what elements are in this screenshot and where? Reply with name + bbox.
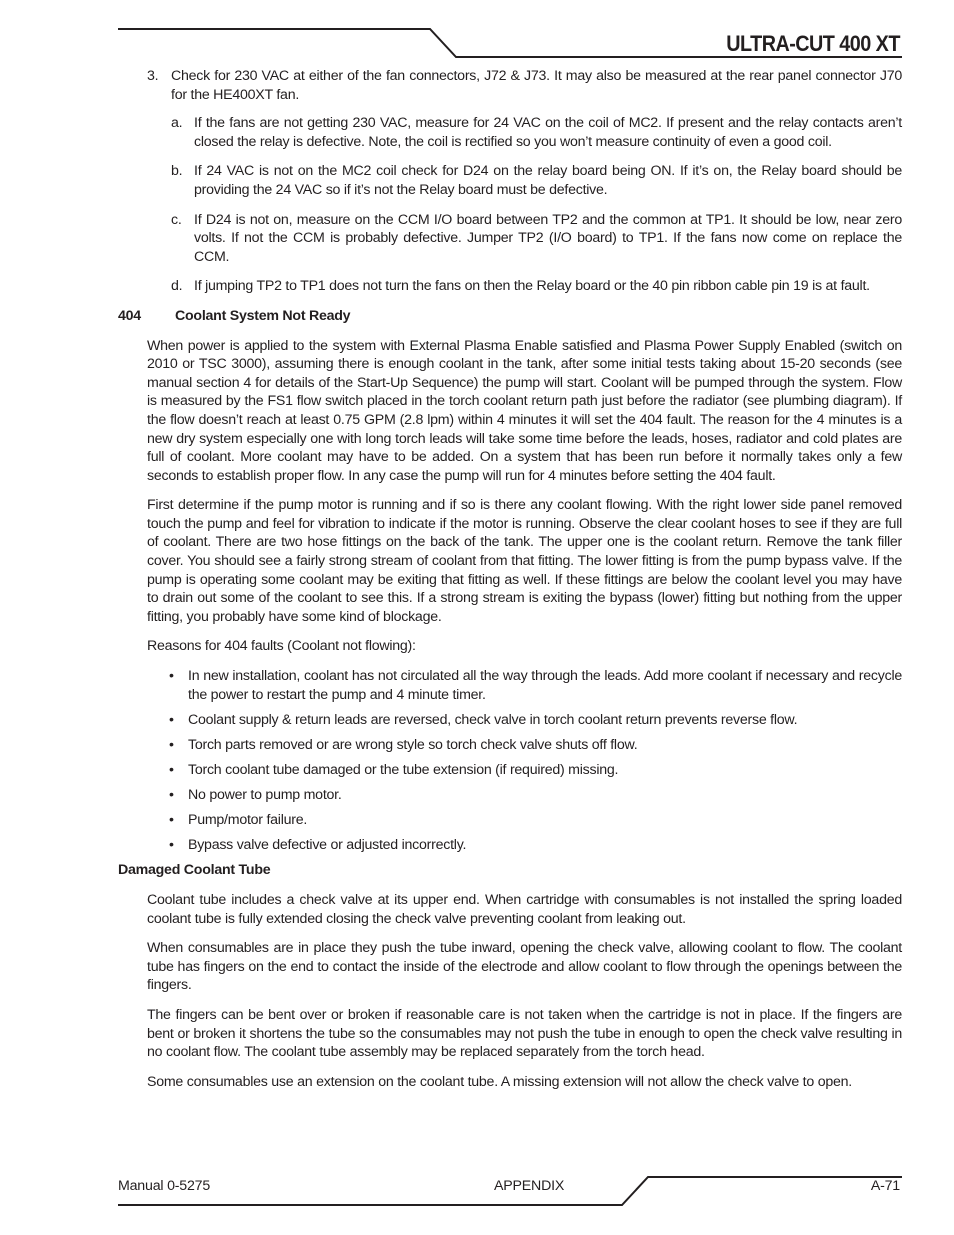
list-item-text: Pump/motor failure. bbox=[188, 811, 308, 828]
page-content bbox=[118, 67, 902, 1102]
list-item bbox=[118, 711, 902, 730]
substep-c bbox=[118, 211, 902, 267]
manual-number: Manual 0-5275 bbox=[118, 1178, 211, 1194]
bullet-icon: • bbox=[169, 786, 174, 803]
list-item-text: Torch parts removed or are wrong style so torch check valve shuts off flow. bbox=[188, 736, 638, 753]
substep-label: b. bbox=[171, 163, 183, 180]
list-item bbox=[118, 667, 902, 704]
list-item bbox=[118, 836, 902, 855]
substep-text: If 24 VAC is not on the MC2 coil check for D24 on the relay board being ON. If it’s on, the Relay board should be providing the 24 VAC so if it’s not the Relay board must be defective. bbox=[194, 163, 902, 198]
bullet-icon: • bbox=[169, 711, 174, 728]
substep-text: If the fans are not getting 230 VAC, measure for 24 VAC on the coil of MC2. If present and the relay contacts aren’t closed the relay is defective. Note, the coil is rectified so you won’t measure continuity of even a good coil. bbox=[194, 115, 902, 150]
bullet-icon: • bbox=[169, 668, 174, 685]
list-item bbox=[118, 786, 902, 805]
list-item-text: In new installation, coolant has not circulated all the way through the leads. Add more coolant if necessary and recycle the power to restart the pump and 4 minute timer. bbox=[188, 668, 902, 703]
section-404-heading bbox=[118, 307, 902, 326]
section-number: 404 bbox=[118, 307, 141, 324]
substep-text: If jumping TP2 to TP1 does not turn the fans on then the Relay board or the 40 pin ribbon cable pin 19 is at fault. bbox=[194, 278, 870, 295]
bullet-icon: • bbox=[169, 811, 174, 828]
substep-label: c. bbox=[171, 211, 182, 228]
paragraph: When power is applied to the system with External Plasma Enable satisfied and Plasma Power Supply Enabled (switch on 2010 or TSC 3000), assuming there is enough coolant in the tank, after some initial tests taking about 15-20 seconds (see manual section 4 for details of the Start-Up Sequence) the pump will start. Coolant will be pumped through the system. Flow is measured by the FS1 flow switch placed in the torch coolant return path just before the radiator (see plumbing diagram). If the flow doesn’t reach at least 0.75 GPM (2.8 lpm) within 4 minutes it will set the 404 fault. The reason for the 4 minutes is a new dry system especially one with long torch leads will take some time before the leads, hoses, radiator and cold plates are full of coolant. More coolant may have to be added. On a system that has been run before it normally takes only a few seconds to establish proper flow. In any case the pump will run for 4 minutes before setting the 404 fault. bbox=[147, 337, 902, 484]
section-name: APPENDIX bbox=[494, 1178, 565, 1194]
list-item-text: Coolant supply & return leads are reversed, check valve in torch coolant return prevents reverse flow. bbox=[188, 711, 798, 728]
list-item-text: Bypass valve defective or adjusted incorrectly. bbox=[188, 836, 467, 853]
document-title: ULTRA-CUT 400 XT bbox=[726, 31, 900, 56]
paragraph: Some consumables use an extension on the coolant tube. A missing extension will not allow the check valve to open. bbox=[147, 1073, 852, 1090]
step-number: 3. bbox=[147, 68, 159, 84]
reasons-list bbox=[118, 667, 902, 854]
step-3 bbox=[118, 67, 902, 104]
list-item-text: No power to pump motor. bbox=[188, 786, 342, 803]
paragraph: When consumables are in place they push the tube inward, opening the check valve, allowing coolant to flow. The coolant tube has fingers on the end to contact the inside of the electrode and allow coolant to flow through the openings between the fingers. bbox=[147, 940, 902, 994]
substep-a bbox=[118, 114, 902, 151]
list-item bbox=[118, 736, 902, 755]
paragraph: Reasons for 404 faults (Coolant not flowing): bbox=[147, 638, 416, 655]
step-text: Check for 230 VAC at either of the fan connectors, J72 & J73. It may also be measured at the rear panel connector J70 for the HE400XT fan. bbox=[171, 68, 902, 103]
paragraph: Coolant tube includes a check valve at its upper end. When cartridge with consumables is not installed the spring loaded coolant tube is fully extended closing the check valve preventing coolant from leaking out. bbox=[147, 892, 902, 927]
substep-b bbox=[118, 162, 902, 199]
paragraph: First determine if the pump motor is running and if so is there any coolant flowing. With the right lower side panel removed touch the pump and feel for vibration to indicate if the motor is running. Observe the clear coolant hoses to see if they are full of coolant. There are two hose fittings on the back of the tank. The upper one is the coolant return. Remove the tank filler cover. You should see a fairly strong stream of coolant from that fitting. The lower fitting is from the pump bypass valve. If the pump is operating some coolant may be exiting that fitting as well. If these fittings are below the coolant level you may have to drain out some of the coolant to see this. If a strong stream is exiting the bypass (lower) fitting but nothing from the upper fitting, you probably have some kind of blockage. bbox=[147, 497, 902, 625]
paragraph: The fingers can be bent over or broken if reasonable care is not taken when the cartridge is not in place. If the fingers are bent or broken it shortens the tube so the consumables may not push the tube in enough to open the check valve resulting in no coolant flow. The coolant tube assembly may be replaced separately from the torch head. bbox=[147, 1007, 902, 1061]
substep-text: If D24 is not on, measure on the CCM I/O board between TP2 and the common at TP1. It should be low, near zero volts. If not the CCM is probably defective. Jumper TP2 (I/O board) to TP1. If the fans now come on replace the CCM. bbox=[194, 211, 902, 265]
bullet-icon: • bbox=[169, 761, 174, 778]
page-number: A-71 bbox=[870, 1178, 900, 1194]
damaged-coolant-tube-heading: Damaged Coolant Tube bbox=[118, 861, 271, 878]
bullet-icon: • bbox=[169, 836, 174, 853]
substep-d bbox=[118, 277, 902, 296]
section-title: Coolant System Not Ready bbox=[175, 307, 351, 324]
substep-label: a. bbox=[171, 115, 183, 132]
list-item bbox=[118, 811, 902, 830]
list-item bbox=[118, 761, 902, 780]
list-item-text: Torch coolant tube damaged or the tube extension (if required) missing. bbox=[188, 761, 619, 778]
substep-label: d. bbox=[171, 278, 183, 295]
bullet-icon: • bbox=[169, 736, 174, 753]
